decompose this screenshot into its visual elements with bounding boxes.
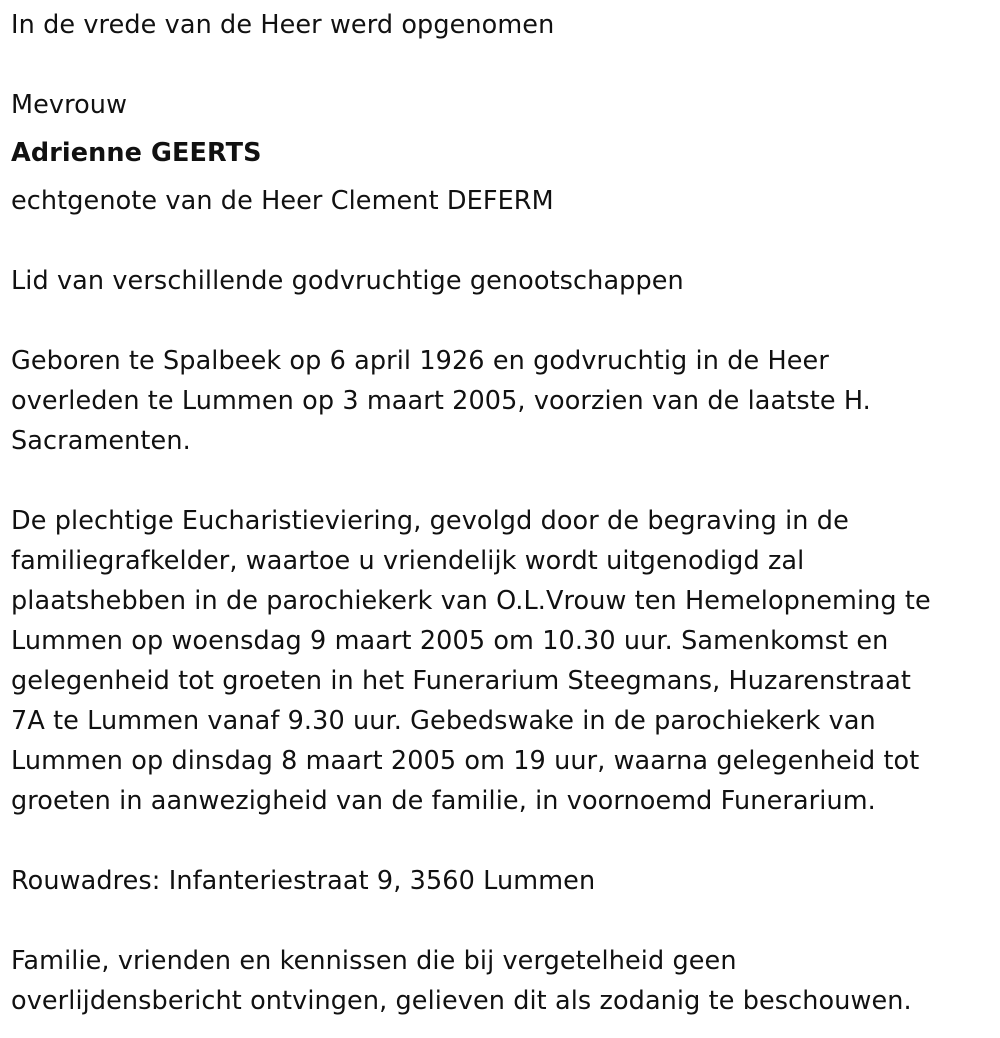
honorific: Mevrouw <box>11 90 128 120</box>
birth-death-line: Geboren te Spalbeek op 6 april 1926 en godvruchtig in de Heer <box>11 346 829 376</box>
closing-line: overlijdensbericht ontvingen, gelieven dit als zodanig te beschouwen. <box>11 986 912 1016</box>
ceremony-line: 7A te Lummen vanaf 9.30 uur. Gebedswake in de parochiekerk van <box>11 706 876 736</box>
mourning-address: Rouwadres: Infanteriestraat 9, 3560 Lummen <box>11 866 596 896</box>
spouse-line: echtgenote van de Heer Clement DEFERM <box>11 186 554 216</box>
ceremony-line: Lummen op dinsdag 8 maart 2005 om 19 uur, waarna gelegenheid tot <box>11 746 920 776</box>
birth-death-line: overleden te Lummen op 3 maart 2005, voorzien van de laatste H. <box>11 386 871 416</box>
ceremony-line: familiegrafkelder, waartoe u vriendelijk wordt uitgenodigd zal <box>11 546 805 576</box>
birth-death-line: Sacramenten. <box>11 426 191 456</box>
intro-line: In de vrede van de Heer werd opgenomen <box>11 10 555 40</box>
deceased-name: Adrienne GEERTS <box>11 138 262 168</box>
closing-line: Familie, vrienden en kennissen die bij vergetelheid geen <box>11 946 737 976</box>
ceremony-line: groeten in aanwezigheid van de familie, in voornoemd Funerarium. <box>11 786 876 816</box>
ceremony-line: gelegenheid tot groeten in het Funerarium Steegmans, Huzarenstraat <box>11 666 911 696</box>
ceremony-line: plaatshebben in de parochiekerk van O.L.Vrouw ten Hemelopneming te <box>11 586 931 616</box>
membership-line: Lid van verschillende godvruchtige genootschappen <box>11 266 684 296</box>
ceremony-line: De plechtige Eucharistieviering, gevolgd door de begraving in de <box>11 506 849 536</box>
ceremony-line: Lummen op woensdag 9 maart 2005 om 10.30 uur. Samenkomst en <box>11 626 889 656</box>
